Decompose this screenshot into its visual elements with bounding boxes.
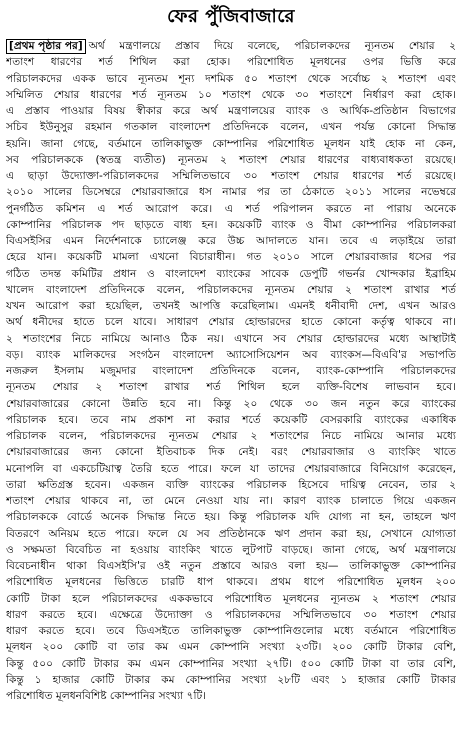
- article-line-text: সচিব ইউনুসুর রহমান গতকাল বাংলাদেশ প্রতিদিনকে বলেন, এখন পর্যন্ত কোনো সিদ্ধান্ত: [6, 121, 456, 134]
- article-line: [6, 103, 456, 119]
- article-line: [6, 184, 456, 200]
- article-line-text: এ ছাড়া উদ্যোক্তা-পরিচালকদের সম্মিলিতভাবে ৩০ শতাংশ শেয়ার ধারণের শর্ত রয়েছে।: [6, 170, 456, 182]
- article-line: [6, 591, 456, 607]
- article-line: [6, 347, 456, 363]
- article-line-text: হেরে যান। কয়েকটি মামলা এখনো বিচারাধীন। গত ২০১০ সালে শেয়ারবাজার ধসের পর: [6, 251, 456, 264]
- article-line: [6, 542, 456, 558]
- article-headline: ফের পুঁজিবাজারে: [167, 6, 295, 27]
- article-line-text: অর্থ মন্ত্রণালয়ে প্রস্তাব দিয়ে বলেছে, পরিচালকদের ন্যূনতম শেয়ার ২: [88, 40, 456, 52]
- article-line: [6, 379, 456, 395]
- article-line-text: বিএসইসির এমন নির্দেশনাকে চ্যালেঞ্জ করে উচ্চ আদালতে যান। তবে এ লড়াইয়ে তারা: [6, 235, 456, 247]
- article-line-text: বড়। ব্যাংক মালিকদের সংগঠন বাংলাদেশ অ্যাসোসিয়েশন অব ব্যাংকস—বিএবি'র সভাপতি: [6, 348, 456, 361]
- article-line: [6, 607, 456, 623]
- article-line-text: সব পরিচালককে (স্বতন্ত্র ব্যতীত) ন্যূনতম ২ শতাংশ শেয়ার ধারণের বাধ্যবাধকতা রয়েছে।: [6, 153, 456, 166]
- article-line: [6, 493, 456, 509]
- article-line: [6, 363, 456, 379]
- article-line-text: মূলধন ২০০ কোটি বা তার কম এমন কোম্পানি সংখ্যা ২৩টি। ২০০ কোটি টাকার বেশি,: [6, 641, 456, 654]
- article-line: [6, 119, 456, 135]
- article-line: [6, 233, 456, 249]
- article-line: [6, 688, 456, 704]
- article-line: [6, 201, 456, 217]
- article-line: [6, 71, 456, 87]
- article-line-text: ধারণ করতে হবে। তবে ডিএসইতে তালিকাভুক্ত কোম্পানিগুলোর মধ্যে বর্তমানে পরিশোধিত: [6, 625, 456, 637]
- article-line: [6, 38, 456, 54]
- article-line: [6, 298, 456, 314]
- article-line-text: ২০১০ সালের ডিসেম্বরে শেয়ারবাজারে ধস নামার পর তা ঠেকাতে ২০১১ সালের নভেম্বরে: [6, 186, 456, 199]
- article-line-text: গঠিত তদন্ত কমিটির প্রধান ও বাংলাদেশ ব্যাংকের সাবেক ডেপুটি গভর্নর খোন্দকার ইব্রাহিম: [6, 267, 456, 280]
- article-line: [6, 639, 456, 655]
- article-line: [6, 136, 456, 152]
- article-line: [6, 168, 456, 184]
- article-line-text: অর্থ ধনীদের হাতে চলে যাবে। সাধারণ শেয়ার হোল্ডারদের হাতে কোনো কর্তৃত্ব থাকবে না।: [6, 316, 456, 329]
- article-line-text: ও সক্ষমতা বিবেচিত না হওয়ায় ব্যাংকিং খাতে লুটপাট বাড়ছে। জানা গেছে, অর্থ মন্ত্রণালয়ে: [6, 543, 456, 556]
- article-line-text: ২ শতাংশের নিচে নামিয়ে আনাও ঠিক নয়। এখানে সব শেয়ার হোল্ডারদের মধ্যে আস্থাটাই: [6, 332, 456, 345]
- article-line-text: মনোপলি বা একচেটিয়াত্ব তৈরি হতে পারে। ফলে যা তাদের শেয়ারবাজারে বিনিয়োগ করেছেন,: [6, 462, 456, 475]
- article-line-text: শতাংশ ধারণের শর্ত শিথিল করা হোক। পরিশোধিত মূলধনের ওপর ভিত্তি করে: [6, 56, 456, 69]
- article-line: [6, 623, 456, 639]
- article-line: [6, 656, 456, 672]
- article-body: [6, 38, 456, 704]
- article-line-text: শেয়ারবাজারের কোনো উন্নতি হবে না। কিন্তু ২০ থেকে ৩০ জন নতুন করে ব্যাংকের: [6, 397, 456, 410]
- article-line: [6, 282, 456, 298]
- article-line-text: কিন্তু ১ হাজার কোটি টাকার কম কোম্পানির সংখ্যা ২৮টি এবং ১ হাজার কোটি টাকার: [6, 673, 456, 686]
- article-line-text: শেয়ারবাজারের জন্য কোনো ইতিবাচক দিক নেই। বরং শেয়ারবাজার ও ব্যাংকিং খাতে: [6, 446, 456, 459]
- article-line-text: যখন আরোপ করা হয়েছিল, তখনই আপত্তি করেছিলাম। এমনই ধনীবাদী দেশ, এখন আরও: [6, 300, 456, 312]
- article-line: [6, 461, 456, 477]
- article-line-text: নজরুল ইসলাম মজুমদার বাংলাদেশ প্রতিদিনকে বলেন, ব্যাংক-কোম্পানি পরিচালকদের: [6, 365, 456, 377]
- article-line: [6, 526, 456, 542]
- article-line: [6, 672, 456, 688]
- article-line-text: কোম্পানির পরিচালক পদ ছাড়তে বাধ্য হন। কয়েকটি ব্যাংক ও বীমা কোম্পানির পরিচালকরা: [6, 218, 456, 231]
- article-line-text: সম্মিলিত শেয়ার ধারণের শর্ত ন্যূনতম ১০ শতাংশ থেকে ৩০ শতাংশে নির্ধারণ করা হোক।: [6, 88, 456, 101]
- article-line-text: খালেদ বাংলাদেশ প্রতিদিনকে বলেন, পরিচালকদের ন্যূনতম শেয়ার ২ শতাংশ রাখার শর্ত: [6, 283, 456, 296]
- article-line: [6, 396, 456, 412]
- article-line: [6, 152, 456, 168]
- article-line: [6, 54, 456, 70]
- article-line: [6, 331, 456, 347]
- article-line-text: ন্যূনতম শেয়ার ২ শতাংশ রাখার শর্ত শিথিল হলে ব্যক্তি-বিশেষ লাভবান হবে।: [6, 381, 456, 394]
- article-line: [6, 217, 456, 233]
- article-line-text: পরিচালক বলেন, পরিচালকদের ন্যূনতম শেয়ার ২ শতাংশের নিচে নামিয়ে আনার মধ্যে: [6, 430, 456, 442]
- article-line-text: পুনর্গঠিত কমিশন এ শর্ত আরোপ করে। এ শর্ত পরিপালন করতে না পারায় অনেকে: [6, 202, 456, 215]
- article-line: [6, 574, 456, 590]
- article-line-text: ধারণ করতে হবে। এক্ষেত্রে উদ্যোক্তা ও পরিচালকদের সম্মিলিতভাবে ৩০ শতাংশ শেয়ার: [6, 608, 456, 621]
- article-line: [6, 558, 456, 574]
- article-line-text: এ প্রস্তাব পাওয়ার বিষয় স্বীকার করে অর্থ মন্ত্রণালয়ের ব্যাংক ও আর্থিক-প্রতিষ্ঠান বিভাগের: [6, 105, 456, 117]
- article-line-text: কোটি টাকা হলে পরিচালকদের এককভাবে পরিশোধিত মূলধনের ন্যূনতম ২ শতাংশ শেয়ার: [6, 592, 456, 605]
- article-line: [6, 266, 456, 282]
- article-line-text: পরিশোধিত মূলধনের ভিত্তিতে চারটি ধাপ থাকবে। প্রথম ধাপে পরিশোধিত মূলধন ২০০: [6, 576, 456, 589]
- article-line: [6, 428, 456, 444]
- article-line: [6, 87, 456, 103]
- article-line-text: হয়নি। জানা গেছে, বর্তমানে তালিকাভুক্ত কোম্পানির পরিশোধিত মূলধন যাই হোক না কেন,: [6, 137, 456, 150]
- article-line-text: বিতরণে অনিয়ম হতে পারে। ফলে যে সব প্রতিষ্ঠানকে ঋণ প্রদান করা হয়, সেখানে যোগ্যতা: [6, 527, 456, 540]
- article-line-text: পরিচালক হবে। তবে নাম প্রকাশ না করার শর্তে কয়েকটি বেসরকারি ব্যাংকের একাধিক: [6, 413, 456, 426]
- article-line-text: পরিচালককে বোর্ডে অনেক সিদ্ধান্ত নিতে হয়। কিন্তু পরিচালক যদি যোগ্য না হন, তাহলে ঋণ: [6, 511, 456, 524]
- article-line-text: পরিচালকদের একক ভাবে ন্যূনতম শূন্য দশমিক ৫০ শতাংশ থেকে সর্বোচ্চ ২ শতাংশ এবং: [6, 72, 456, 85]
- article-line: [6, 314, 456, 330]
- article-line-text: পরিশোধিত মূলধনবিশিষ্ট কোম্পানির সংখ্যা ৭টি।: [6, 690, 207, 702]
- article-line-text: কিন্তু ৫০০ কোটি টাকার কম এমন কোম্পানির সংখ্যা ২৭টি। ৫০০ কোটি টাকা বা তার বেশি,: [6, 657, 456, 670]
- article-line: [6, 509, 456, 525]
- article-line-text: বিবেচনাধীন থাকা বিএসইসি'র ওই নতুন প্রস্তাবে আরও বলা হয়— তালিকাভুক্ত কোম্পানির: [6, 560, 456, 572]
- article-line: [6, 249, 456, 265]
- article-line: [6, 412, 456, 428]
- continuation-label: [প্রথম পৃষ্ঠার পর]: [6, 39, 86, 54]
- article-line-text: শতাংশ শেয়ার থাকবে না, তা মেনে নেওয়া যায় না। কারণ ব্যাংক চালাতে গিয়ে একজন: [6, 495, 456, 507]
- article-line-text: তারা ক্ষতিগ্রস্ত হবেন। একজন ব্যক্তি ব্যাংকের পরিচালক হিসেবে দায়িত্ব নেবেন, তার ২: [6, 478, 456, 491]
- article-line: [6, 477, 456, 493]
- article-line: [6, 444, 456, 460]
